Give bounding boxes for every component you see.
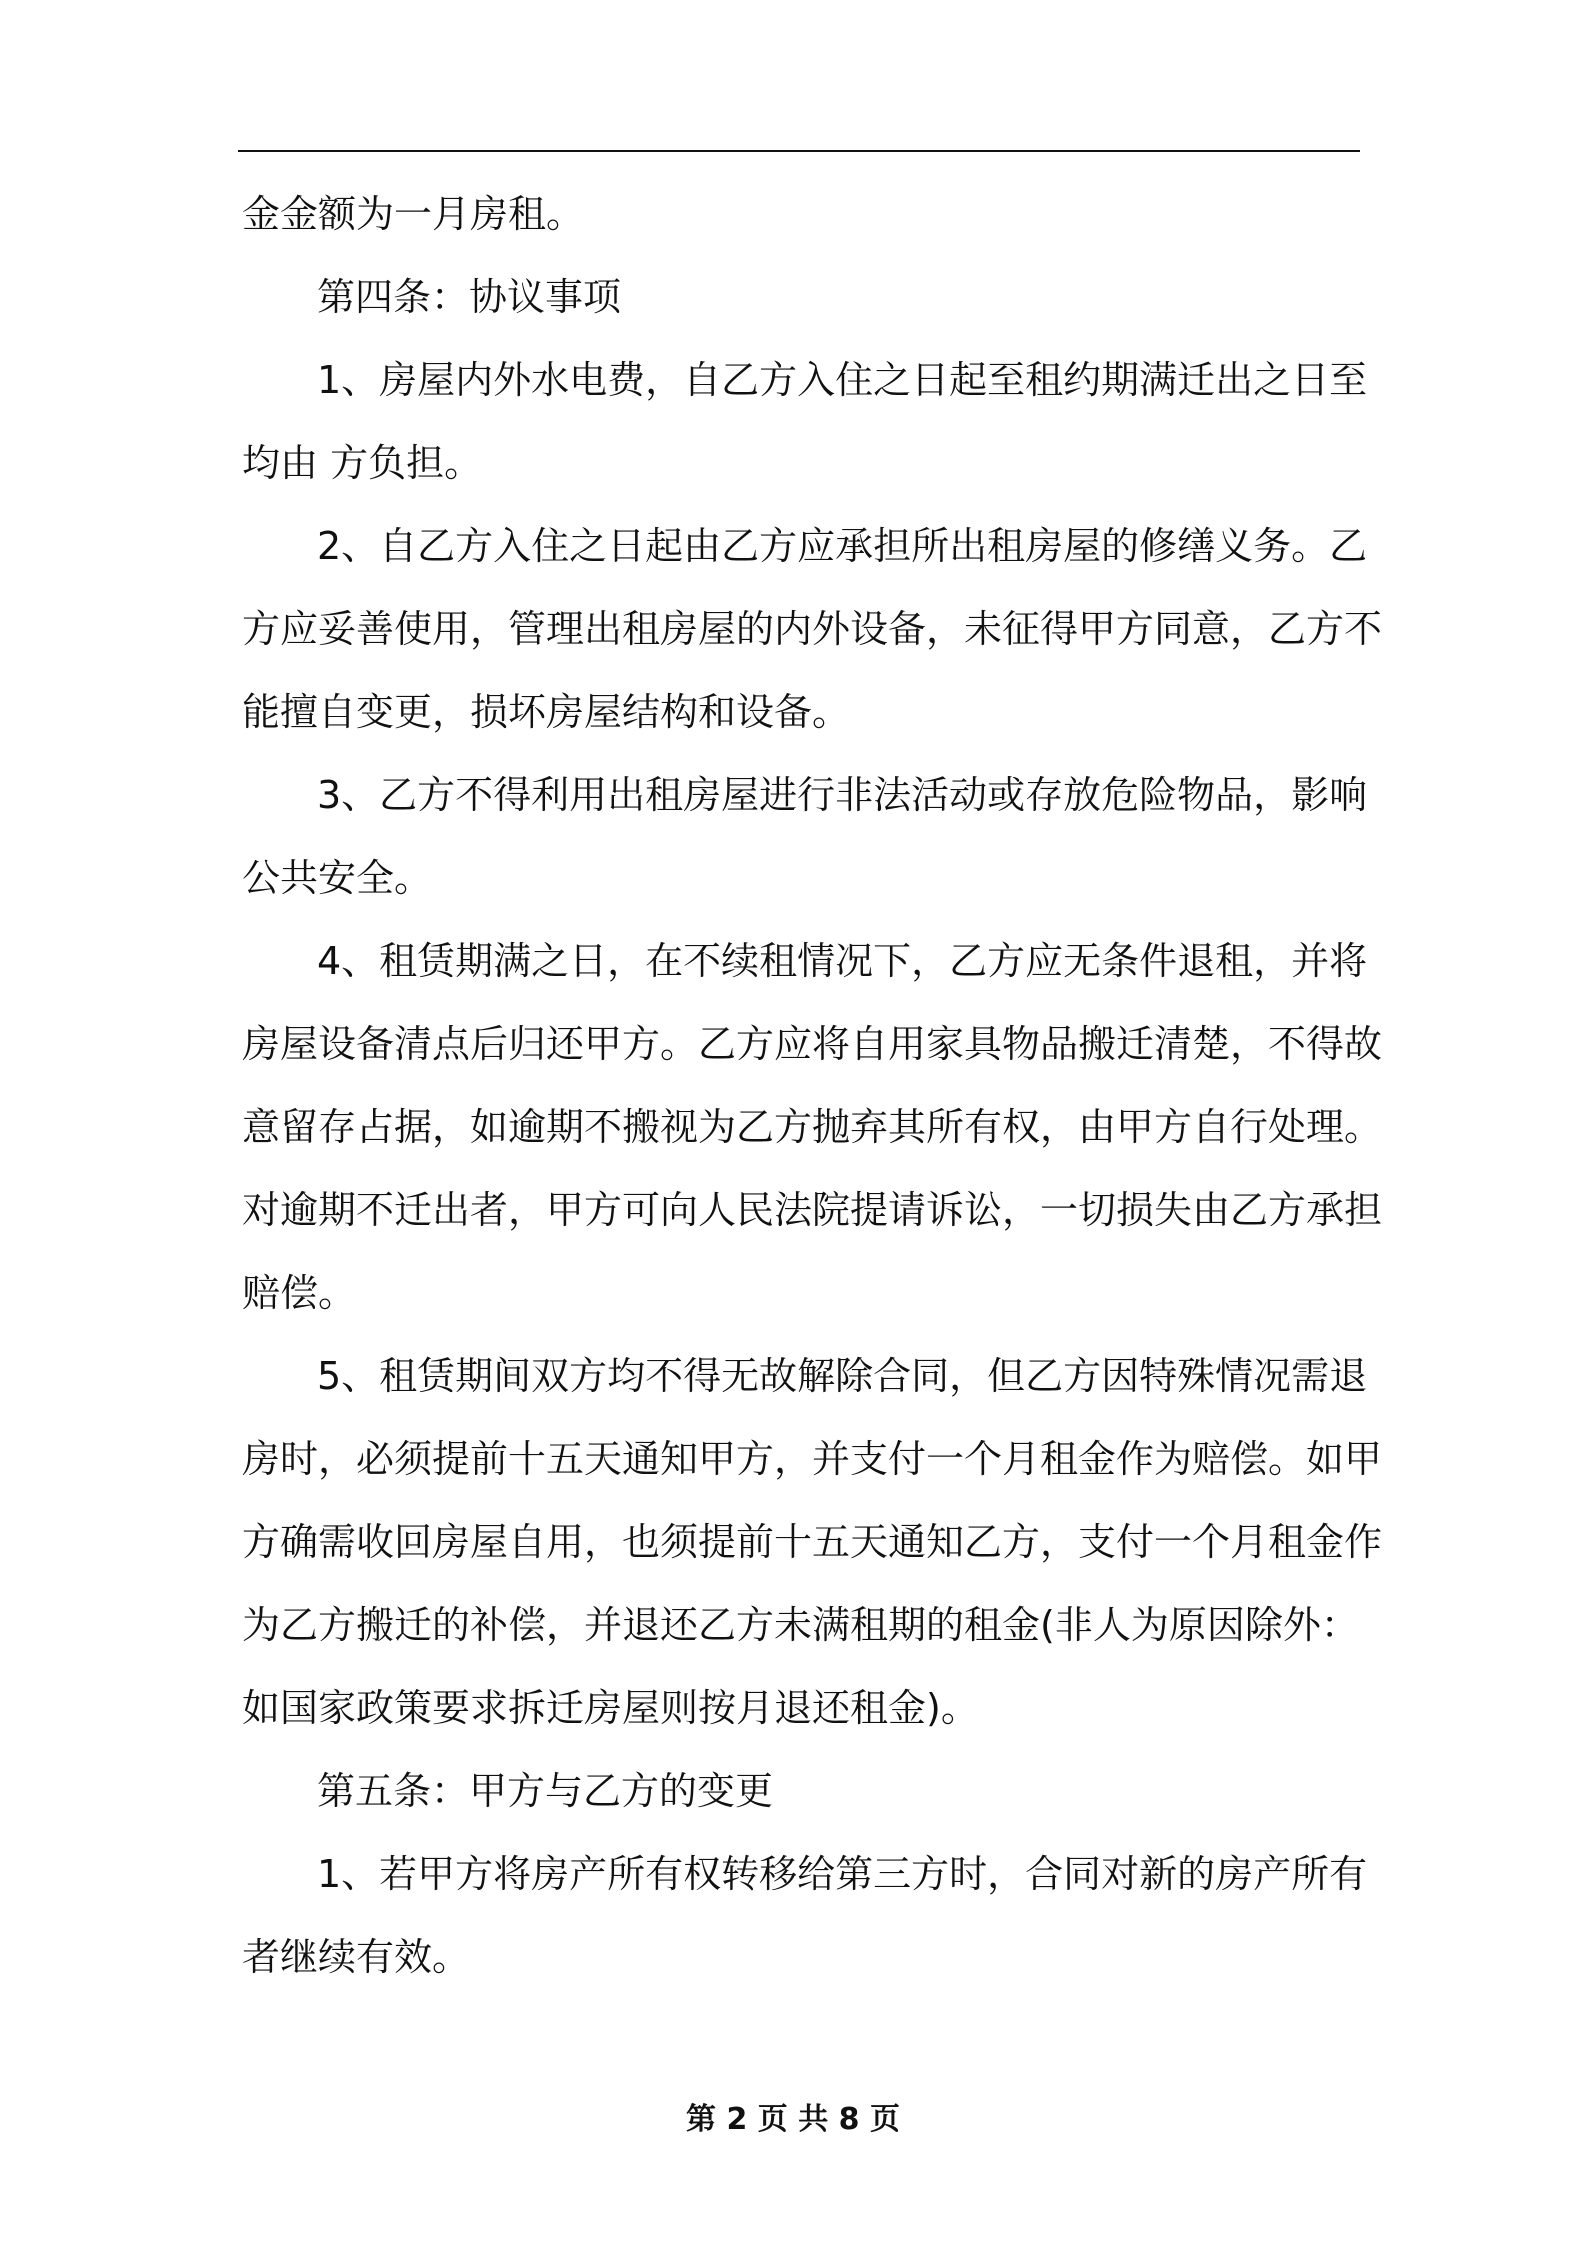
text-line: 均由 方负担。 (242, 441, 483, 485)
text-line: 者继续有效。 (242, 1935, 471, 1979)
text-line: 公共安全。 (242, 856, 433, 900)
text-line: 金金额为一月房租。 (242, 192, 585, 236)
text-line: 对逾期不迁出者，甲方可向人民法院提请诉讼，一切损失由乙方承担 (242, 1188, 1383, 1232)
text-line: 2、自乙方入住之日起由乙方应承担所出租房屋的修缮义务。乙 (317, 524, 1368, 568)
section-heading: 第五条：甲方与乙方的变更 (317, 1769, 774, 1813)
page-number: 第 2 页 共 8 页 (686, 2102, 900, 2137)
text-line: 方确需收回房屋自用，也须提前十五天通知乙方，支付一个月租金作 (242, 1520, 1383, 1564)
text-line: 1、房屋内外水电费，自乙方入住之日起至租约期满迁出之日至 (317, 358, 1368, 402)
text-line: 5、租赁期间双方均不得无故解除合同，但乙方因特殊情况需退 (317, 1354, 1368, 1398)
header-rule (238, 150, 1360, 152)
text-line: 1、若甲方将房产所有权转移给第三方时，合同对新的房产所有 (317, 1852, 1368, 1896)
text-line: 为乙方搬迁的补偿，并退还乙方未满租期的租金(非人为原因除外： (242, 1603, 1359, 1647)
text-line: 房时，必须提前十五天通知甲方，并支付一个月租金作为赔偿。如甲 (242, 1437, 1383, 1481)
text-line: 方应妥善使用，管理出租房屋的内外设备，未征得甲方同意，乙方不 (242, 607, 1383, 651)
text-line: 赔偿。 (242, 1271, 357, 1315)
text-line: 房屋设备清点后归还甲方。乙方应将自用家具物品搬迁清楚，不得故 (242, 1022, 1383, 1066)
text-line: 3、乙方不得利用出租房屋进行非法活动或存放危险物品，影响 (317, 773, 1368, 817)
section-heading: 第四条：协议事项 (317, 275, 622, 319)
text-line: 4、租赁期满之日，在不续租情况下，乙方应无条件退租，并将 (317, 939, 1368, 983)
text-line: 意留存占据，如逾期不搬视为乙方抛弃其所有权，由甲方自行处理。 (242, 1105, 1383, 1149)
text-line: 如国家政策要求拆迁房屋则按月退还租金)。 (242, 1686, 979, 1730)
text-line: 能擅自变更，损坏房屋结构和设备。 (242, 690, 851, 734)
